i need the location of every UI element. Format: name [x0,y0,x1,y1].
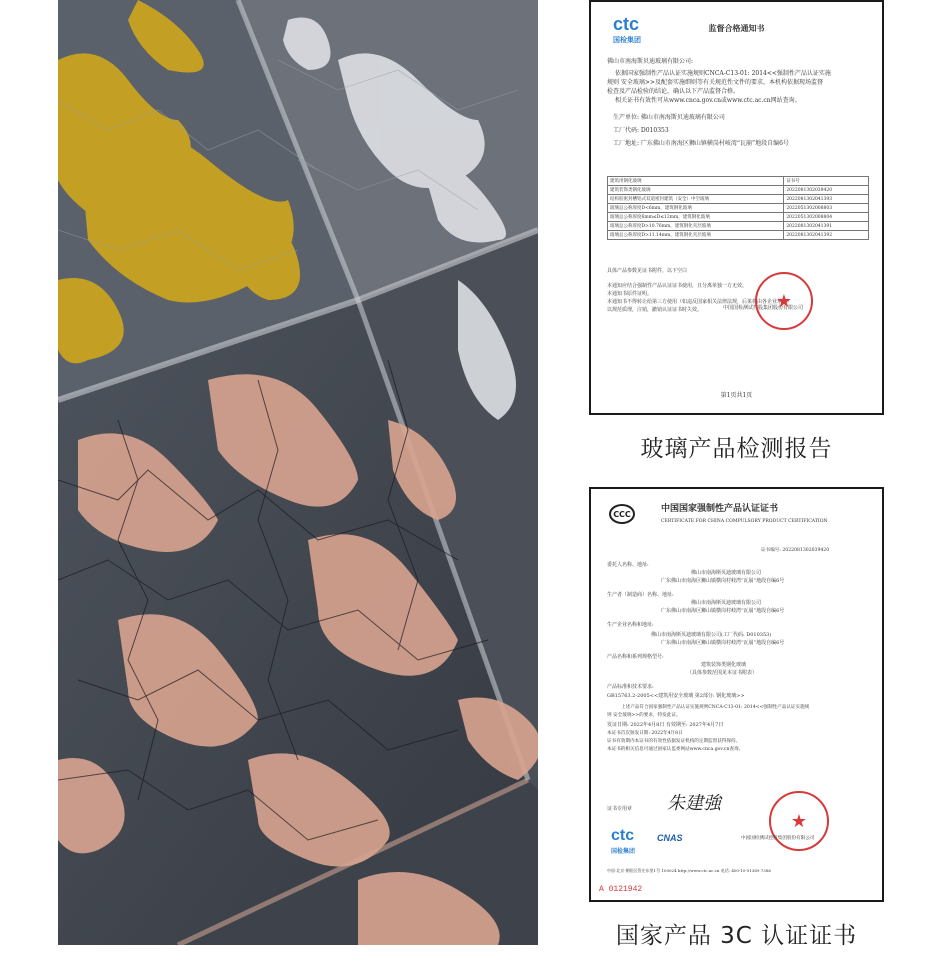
notice-note: 以规范质理，注销，撤销认证证书时失效。 [607,307,703,313]
table-row [608,213,869,222]
table-row [608,222,869,231]
notice-issuer: 中国国检测试控股集团股份有限公司 [723,305,804,311]
notice-note: 本通知应结合强制性产品认证证书使用，且分离单独一方无效。 [607,283,748,289]
table-cell: 建筑装饰类钢化玻璃 [608,186,784,195]
table-row [608,204,869,213]
ccc-line: 本证书首次颁发日期: 2022年4月8日 [607,731,683,736]
ctc-logo: ctc [611,827,635,844]
table-header: 建筑用钢化玻璃 [608,177,784,186]
ccc-line: （具体参数范围见本证书附表） [687,670,758,676]
ccc-title-cn: 中国国家强制性产品认证证书 [661,504,779,514]
table-row [608,231,869,240]
ccc-serial-number: A 0121942 [599,885,643,894]
ccc-certificate [589,487,884,902]
notice-note: 本通知书原件证明。 [607,291,653,297]
ccc-line: 建筑装饰类钢化玻璃 [701,662,747,668]
table-cell: 2022051302008803 [784,204,869,213]
notice-note: 本通知书不得转让给第三方使用（如违反国家相关法律法规，后果将由各企业承担） [607,299,793,305]
table-cell: 玻璃总公称厚度D<6mm，建筑钢化玻璃 [608,204,784,213]
ccc-line: 则 安全玻璃>>的要求，特发此证。 [607,713,681,718]
table-header: 证书号 [784,177,869,186]
table-row [608,186,869,195]
glass-gold-foil-photo [58,0,538,945]
ctc-logo: ctc [613,14,640,34]
ccc-line: 佛山市南海斯贝迪玻璃有限公司 [691,600,762,606]
notice-title: 监督合格通知书 [708,23,765,33]
ccc-line: 上述产品符合国家强制性产品认证实施规则CNCA-C13-01: 2014<<强制性产品认证实施规 [621,705,810,710]
ccc-line: 产品标准和技术要求: [607,684,654,690]
ccc-signer-label: 证书专用章 [607,806,633,812]
ccc-line: 本证书的相关信息可通过国家认监委网站www.cnca.gov.cn查询。 [607,747,744,752]
notice-body-line: 相关证书有效性可从www.cnca.gov.cn或www.ctc.ac.cn网站查询。 [615,97,801,104]
supervision-notice-certificate [589,0,884,415]
notice-page-number: 第1页共1页 [720,392,753,399]
notice-field-factory-code: 工厂代码: D010353 [613,127,669,134]
ccc-line: GB15763.2-2005<<建筑用安全玻璃 第2部分: 钢化玻璃>> [607,693,745,699]
table-cell: 2022081302039420 [784,186,869,195]
table-cell: 玻璃总公称厚度6mm≤D≤12mm，建筑钢化玻璃 [608,213,784,222]
caption-ccc-certificate: 国家产品 3C 认证证书 [615,923,858,949]
ccc-footer: 中国·北京·朝阳区管庄东里1号 100024 http://www.ctc.ac.cn 电话: 400-10-51369 7386 [607,868,771,873]
table-cell: 玻璃总公称厚度D>11.14mm，建筑钢化夹层玻璃 [608,231,784,240]
notice-body-line: 依据国家强制性产品认证实施规则CNCA-C13-01: 2014<<强制性产品认证实施 [615,70,831,77]
red-seal-icon: ★ [769,791,829,851]
ccc-signature: 朱建強 [667,793,721,814]
ccc-line: 广东佛山市南海区狮山镇横岗村岐湾“瓦崩”地段自编6号 [661,608,785,614]
table-cell: 2022051302008804 [784,213,869,222]
notice-note: 具体产品参数见证书附件，以下空白 [607,268,688,274]
caption-inspection-report: 玻璃产品检测报告 [640,436,833,462]
ccc-line: 广东佛山市南海区狮山镇横岗村岐湾“瓦崩”地段自编6号 [661,640,785,646]
ccc-mark-icon: CCC [609,504,635,524]
notice-product-table [607,176,869,240]
table-cell: 2022081302041392 [784,231,869,240]
product-photo [58,0,538,945]
ctc-logo-subtitle: 国检集团 [613,36,641,44]
cnas-logo: CNAS [657,833,683,843]
ccc-line: 生产者（制造商）名称、地址: [607,592,674,598]
ctc-logo-subtitle: 国检集团 [611,848,636,855]
ccc-line: 委托人名称、地址: [607,562,649,568]
ccc-line: 证书有效期内本证书的有效性依据发证机构的定期监督获得保持。 [607,739,741,744]
table-cell: 结构胶密封槽铝式双道密封建筑（安全）中空玻璃 [608,195,784,204]
ccc-title-en: CERTIFICATE FOR CHINA COMPULSORY PRODUCT CERTIFICATION [661,519,828,524]
ccc-line: 广东佛山市南海区狮山镇横岗村岐湾“瓦崩”地段自编6号 [661,578,785,584]
ccc-line: 生产企业名称和地址: [607,622,654,628]
notice-body-line: 规则 安全玻璃>>及配套实施细则等有关规范性文件的要求，本机构依据现场监督 [607,79,823,86]
table-row [608,195,869,204]
notice-field-factory-address: 工厂地址: 广东佛山市南海区狮山镇横岗村岐湾“瓦崩”地段自编6号 [613,140,789,147]
ccc-line: 产品名称和系列规格型号: [607,654,664,660]
ccc-cert-number: 证书编号: 2022081302039420 [761,548,830,553]
ccc-issuer: 中国国检测试控股集团股份有限公司 [741,836,815,841]
ccc-line: 佛山市南海斯贝迪玻璃有限公司(工厂代码: D010353) [651,632,772,638]
notice-body-line: 检查及产品检验的结论，确认以下产品监督合格。 [607,88,740,95]
table-cell: 2022081302041391 [784,222,869,231]
table-cell: 2022081302041393 [784,195,869,204]
notice-recipient: 佛山市南海斯贝迪玻璃有限公司: [607,58,694,65]
red-seal-icon: ★ [755,272,813,330]
ccc-line: 发证日期: 2022年4月8日 有效期至: 2027年4月7日 [607,722,724,728]
ccc-line: 佛山市南海斯贝迪玻璃有限公司 [691,570,762,576]
notice-field-producer: 生产单位: 佛山市南海斯贝迪玻璃有限公司 [613,114,725,121]
table-cell: 玻璃总公称厚度D>10.76mm，建筑钢化夹层玻璃 [608,222,784,231]
